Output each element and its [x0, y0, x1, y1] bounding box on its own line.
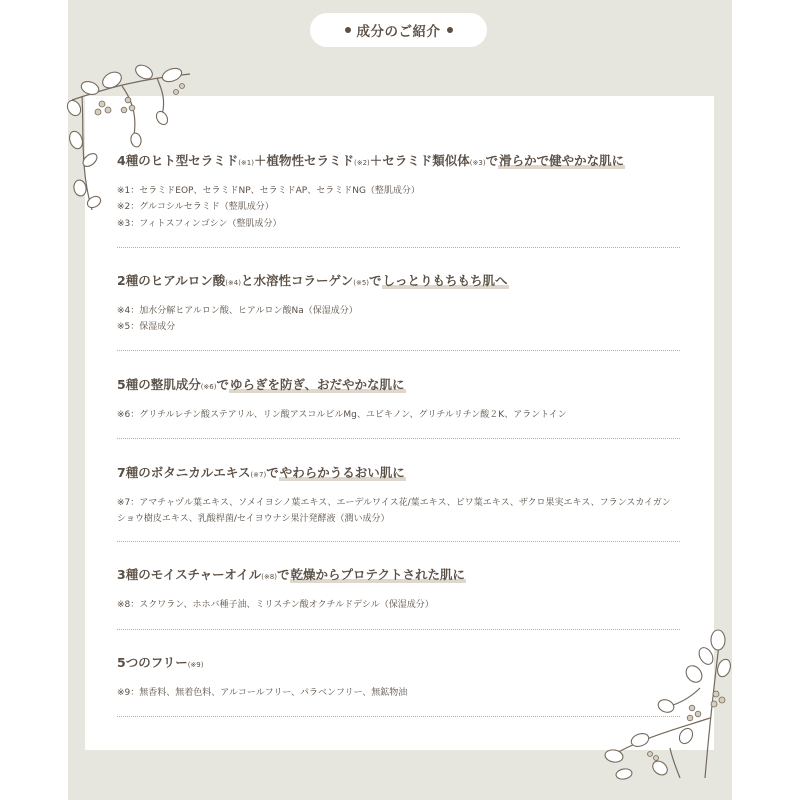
section-header: [310, 13, 487, 47]
section-title: [117, 465, 682, 483]
footnote-item: ※1：セラミドEOP、セラミドNP、セラミドAP、セラミドNG（整肌成分）: [117, 186, 420, 196]
ingredient-section: [117, 465, 682, 528]
ingredient-section: [117, 377, 682, 423]
section-divider: [117, 438, 680, 439]
title-text: 5つのフリー: [117, 655, 188, 670]
ingredient-section: [117, 273, 682, 336]
footnote-item: ※2：グルコシルセラミド（整肌成分）: [117, 202, 274, 213]
title-text: 5種の整肌成分: [117, 377, 201, 392]
footnote-ref: (※3): [469, 159, 486, 167]
title-text: ＋セラミド類似体: [369, 153, 470, 168]
title-text: で: [369, 273, 382, 288]
section-title: [117, 153, 682, 171]
title-text: で: [216, 377, 229, 392]
bullet-dot-icon: [447, 27, 453, 33]
bullet-dot-icon: [345, 27, 351, 33]
footnote-item: ※4：加水分解ヒアルロン酸、ヒアルロン酸Na（保湿成分）: [117, 306, 358, 316]
title-text: と水溶性コラーゲン: [240, 273, 354, 288]
section-title: [117, 655, 682, 673]
footnote-ref: (※7): [250, 471, 267, 479]
section-divider: [117, 716, 680, 717]
leaf-vine-decoration-icon: [600, 628, 735, 783]
title-highlight: ゆらぎを防ぎ、おだやかな肌に: [230, 377, 405, 392]
footnote-ref: (※1): [238, 159, 254, 167]
section-title: [117, 377, 682, 395]
footnote-item: ※7：アマチャヅル葉エキス、ソメイヨシノ葉エキス、エーデルワイス花/葉エキス、ビワ葉エキス、ザクロ果実エキス、フランスカイガンショウ樹皮エキス、乳酸桿菌/セイヨウナシ果汁発酵液（潤い成分）: [117, 498, 671, 525]
footnote-item: ※8：スクワラン、ホホバ種子油、ミリスチン酸オクチルドデシル（保湿成分）: [117, 600, 434, 610]
title-highlight: 滑らかで健やかな肌に: [499, 153, 625, 168]
section-title: [117, 567, 682, 585]
footnote-item: ※5：保湿成分: [117, 322, 176, 333]
section-divider: [117, 247, 680, 248]
title-highlight: しっとりもちもち肌へ: [382, 273, 508, 288]
title-text: 4種のヒト型セラミド: [117, 153, 239, 168]
title-text: で: [266, 465, 279, 480]
ingredient-section: [117, 153, 682, 232]
title-text: 3種のモイスチャーオイル: [117, 567, 262, 582]
ingredient-section: [117, 567, 682, 613]
section-divider: [117, 350, 680, 351]
title-text: 2種のヒアルロン酸: [117, 273, 226, 288]
section-title: [117, 273, 682, 291]
ingredient-section: [117, 655, 682, 701]
footnote-item: ※3：フィトスフィンゴシン（整肌成分）: [117, 218, 282, 229]
title-text: 7種のボタニカルエキス: [117, 465, 251, 480]
footnote-item: ※6：グリチルレチン酸ステアリル、リン酸アスコルビルMg、ユビキノン、グリチルリチン酸２K、アラントイン: [117, 410, 567, 420]
footnote-ref: (※9): [187, 661, 204, 669]
section-divider: [117, 629, 680, 630]
title-text: で: [276, 567, 290, 582]
footnote-ref: (※8): [261, 573, 277, 581]
footnote-ref: (※4): [225, 279, 241, 287]
title-highlight: やわらかうるおい肌に: [279, 465, 405, 480]
section-divider: [117, 541, 680, 542]
footnote-item: ※9：無香料、無着色料、アルコールフリー、パラベンフリー、無鉱物油: [117, 688, 408, 698]
footnote-ref: (※6): [200, 383, 217, 391]
footnote-ref: (※5): [353, 279, 370, 287]
title-text: で: [485, 153, 499, 168]
title-highlight: 乾燥からプロテクトされた肌に: [290, 567, 466, 582]
title-text: ＋植物性セラミド: [253, 153, 354, 168]
footnote-ref: (※2): [354, 159, 370, 167]
page-title: 成分のご紹介: [356, 24, 441, 40]
